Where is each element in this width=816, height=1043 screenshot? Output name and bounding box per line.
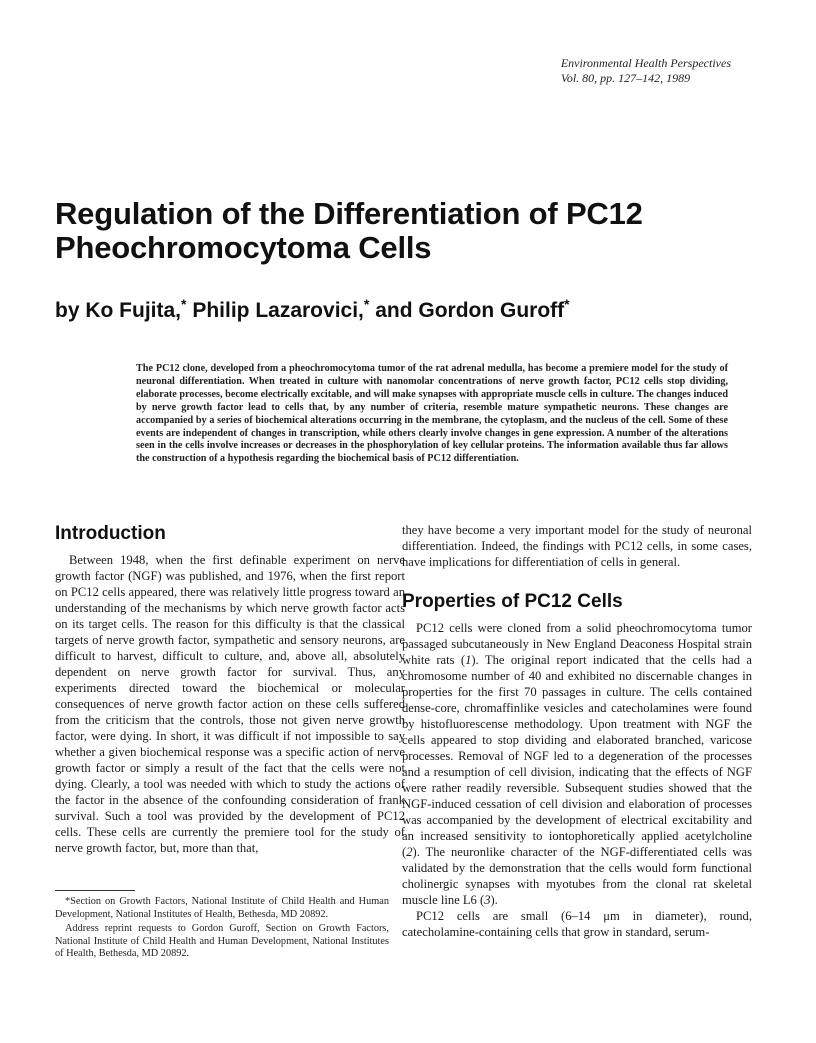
article-title: Regulation of the Differentiation of PC12 Pheochromocytoma Cells xyxy=(55,196,643,265)
footnotes xyxy=(55,896,389,963)
author-1: Ko Fujita, xyxy=(85,299,182,322)
section-heading-introduction: Introduction xyxy=(55,523,166,544)
section-heading-properties: Properties of PC12 Cells xyxy=(402,591,623,612)
right-column xyxy=(402,522,752,940)
author-mark: * xyxy=(363,296,370,312)
author-mark: * xyxy=(181,296,187,312)
properties-text-d: ). xyxy=(490,893,498,907)
intro-continuation: they have become a very important model for the study of neuronal differentiation. Indeed, the findings with PC12 cells, in some cases, have implications for differentiation of cells in general. xyxy=(402,523,752,569)
footnote-affiliation: *Section on Growth Factors, National Institute of Child Health and Human Development, National Institutes of Health, Bethesda, MD 20892. xyxy=(55,896,389,920)
author-mark: * xyxy=(564,296,570,312)
author-3: and Gordon Guroff xyxy=(375,299,565,322)
properties-text-c: ). The neuronlike character of the NGF-differentiated cells was validated by the demonstration that the cells would form functional cholinergic synapses with myotubes from the clonal rat skeletal muscle line L6 ( xyxy=(402,845,752,907)
abstract: The PC12 clone, developed from a pheochromocytoma tumor of the rat adrenal medulla, has become a premiere model for the study of neuronal differentiation. When treated in culture with nanomolar concentrations of nerve growth factor, PC12 cells stop dividing, elaborate processes, become electrically excitable, and will make synapses with appropriate muscle cells in culture. The changes induced by nerve growth factor lead to cells that, by any number of criteria, resemble mature sympathetic neurons. These changes are accompanied by a series of biochemical alterations occurring in the membrane, the cytoplasm, and the nucleus of the cell. Some of these events are independent of changes in transcription, while others clearly involve changes in gene expression. A number of the alterations seen in the cells involve increases or decreases in the phosphorylation of key cellular proteins. The information available thus far allows the construction of a hypothesis regarding the biochemical basis of PC12 differentiation. xyxy=(136,363,728,465)
journal-header xyxy=(561,56,731,86)
properties-text-a: PC12 cells were cloned from a solid pheochromocytoma tumor passaged subcutaneously in New England Deaconess Hospital strain white rats ( xyxy=(402,621,752,667)
properties-paragraph-2: PC12 cells are small (6–14 μm in diameter), round, catecholamine-containing cells that grow in standard, serum- xyxy=(402,909,752,939)
properties-paragraph-1 xyxy=(402,620,752,908)
footnote-divider xyxy=(55,890,135,891)
journal-name: Environmental Health Perspectives xyxy=(560,56,731,70)
reference-3[interactable]: 3 xyxy=(484,893,491,907)
intro-paragraph: Between 1948, when the first definable experiment on nerve growth factor (NGF) was published, and 1976, when the first report on PC12 cells appeared, there was relatively little progress toward an understanding of the mechanisms by which nerve growth factor acts on its target cells. The reason for this difficulty is that the classical targets of nerve growth factor, sympathetic and sensory neurons, are difficult to harvest, difficult to culture, and, above all, absolutely dependent on nerve growth factor for survival. Thus, any experiments directed toward the biochemical or molecular consequences of nerve growth factor action on these cells suffered from the criticism that the controls, those not given nerve growth factor, were dying. In short, it was difficult if not impossible to say whether a given biochemical response was a specific action of nerve growth factor or simply a result of the fact that the cells were not dying. Clearly, a tool was needed with which to study the actions of the factor in the absence of the confounding consideration of frank survival. Such a tool was provided by the development of PC12 cells. These cells are currently the premiere tool for the study of nerve growth factor, but, more than that, xyxy=(55,553,405,855)
reference-1[interactable]: 1 xyxy=(465,653,472,667)
reference-2[interactable]: 2 xyxy=(406,845,413,859)
footnote-reprint: Address reprint requests to Gordon Guroff, Section on Growth Factors, National Institute of Child Health and Human Development, National Institutes of Health, Bethesda, MD 20892. xyxy=(55,923,389,959)
properties-text-b: ). The original report indicated that the cells had a chromosome number of 40 and exhibited no discernable changes in properties for the first 70 passages in culture. The cells contained dense-core, chromaffinlike vesicles and catecholamines were found by histofluorescense methodology. Upon treatment with NGF the cells appeared to stop dividing and elaborated branched, varicose processes. Removal of NGF led to a degeneration of the processes and a resumption of cell division, indicating that the effects of NGF were rather readily reversible. Subsequent studies showed that the NGF-induced cessation of cell division and elaboration of processes was accompanied by the development of electrical excitability and an increased sensitivity to iontophoretically applied acetylcholine ( xyxy=(402,653,752,859)
left-column xyxy=(55,522,405,856)
author-2: Philip Lazarovici, xyxy=(192,299,364,322)
journal-citation: Vol. 80, pp. 127–142, 1989 xyxy=(560,71,691,85)
author-line xyxy=(55,291,570,324)
author-prefix: by xyxy=(55,299,80,322)
